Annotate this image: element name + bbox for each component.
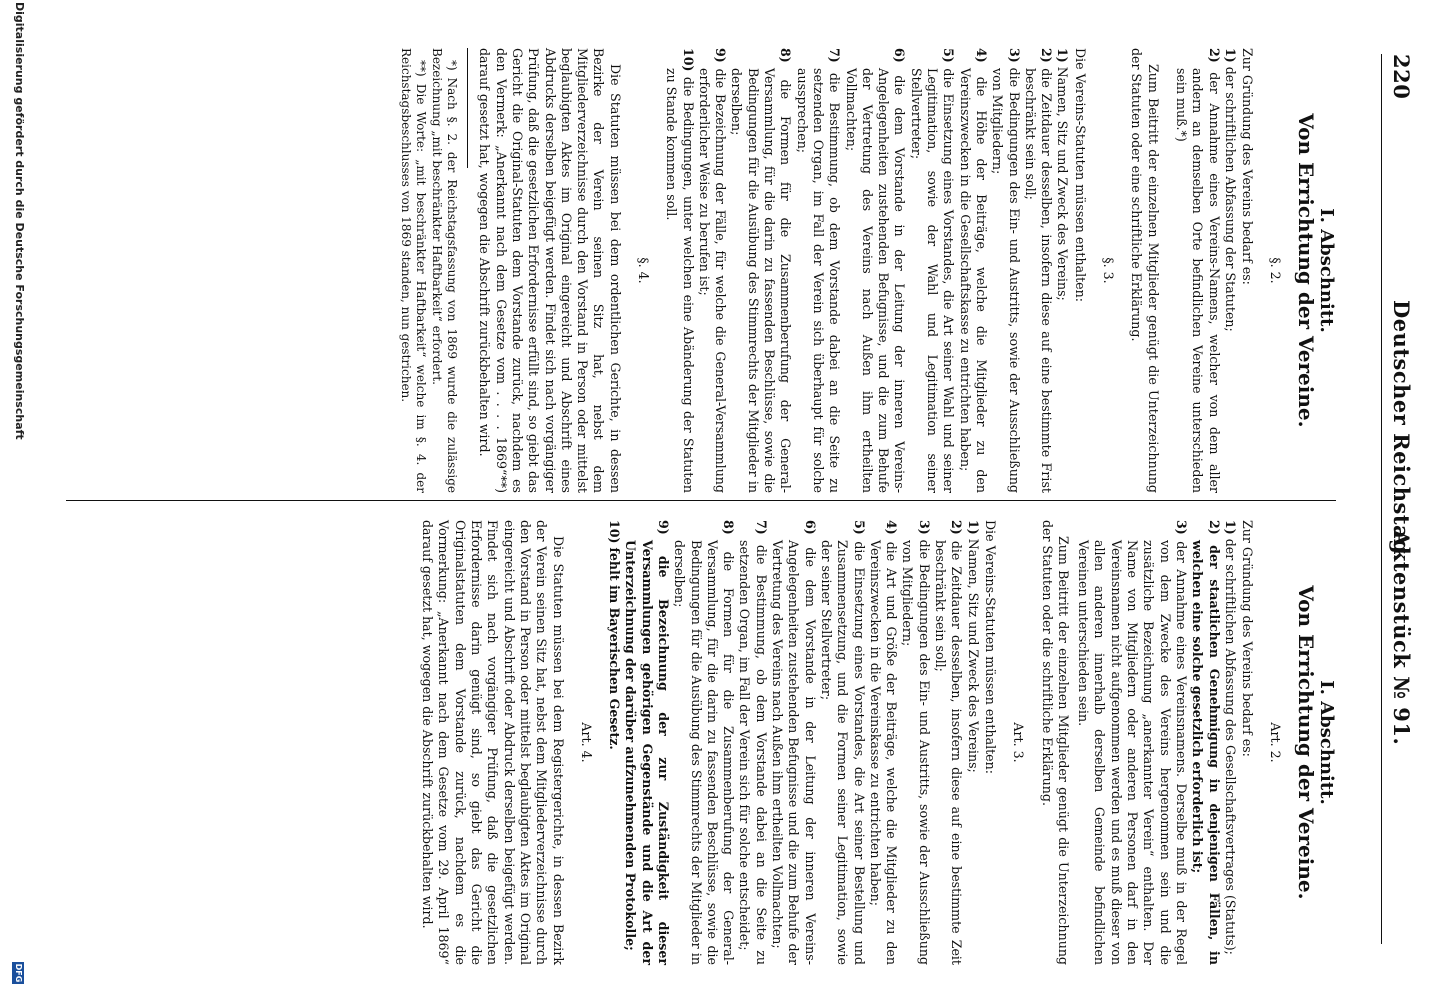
column-divider: [66, 500, 1336, 501]
list-item: 7) die Bestimmung, ob dem Vorstande dabei an die Seite zu setzenden Organ, im Fall der Verein sich überhaupt für solche aussprechen;: [794, 48, 843, 493]
dfg-logo: DFG: [14, 963, 23, 983]
list-item: 3) die Bedingungen des Ein- und Austritts, sowie der Ausschließung von Mitgliedern;: [900, 520, 932, 965]
left-column: [397, 48, 1336, 493]
list-item: 10) fehlt im Bayerischen Gesetz.: [607, 520, 623, 750]
right-article-2-heading: Art. 2.: [1268, 722, 1284, 763]
list-item: 8) die Formen für die Zusammenberufung der General-Versammlung, für die darin zu fassenden Beschlüsse, sowie die Bedingungen für die Ausübung des Stimmrechts der Mitglieder in derselben;: [672, 520, 737, 965]
page-number: 220: [1389, 54, 1414, 100]
header-rule: [1381, 54, 1382, 944]
right-article-2-intro: Zur Gründung des Vereins bedarf es:: [1240, 520, 1256, 757]
left-section-number: I. Abschnitt.: [1316, 208, 1337, 333]
list-item: 1) der schriftlichen Abfassung des Gesellschaftsvertrages (Statuts);: [1222, 520, 1238, 955]
right-section-title: Von Errichtung der Vereine.: [1293, 585, 1318, 900]
list-item: 8) die Formen für die Zusammenberufung der General-Versammlung, für die darin zu fassenden Beschlüsse, sowie die Bedingungen für die Ausübung des Stimmrechts der Mitglieder in derselben;: [729, 48, 794, 493]
list-item: 10) die Bedingungen, unter welchen eine Abänderung der Statuten zu Stande kommen soll.: [664, 48, 696, 493]
list-item: 5) die Einsetzung eines Vorstandes, die Art seiner Wahl und seiner Legitimation, sowie der Wahl und Legitimation seiner Stellvertreter;: [908, 48, 957, 493]
list-item: 3) die Bedingungen des Ein- und Austritts, sowie der Ausschließung von Mitgliedern;: [990, 48, 1022, 493]
list-item: 1) Namen, Sitz und Zweck des Vereins;: [965, 520, 981, 773]
list-item: 3) der Annahme eines Vereinsnamens. Derselbe muß in der Regel von dem Zwecke des Vereins hergenommen sein und die zusätzliche Bezeichnung „anerkannter Verein“ enthalten. Der Name von Mitgliedern oder anderen Personen darf in den Vereinsnamen nicht aufgenommen werden und es muß dieser von allen anderen innerhalb derselben Gemeinde befindlichen Vereinen unterschieden sein.: [1076, 520, 1189, 965]
list-item: 6) die dem Vorstande in der Leitung der inneren Vereins-Angelegenheiten zustehenden Befugnisse und die zum Behufe der Vertretung des Vereins nach Außen ihm ertheilten Vollmachten;: [770, 520, 818, 965]
list-item: 2) die Zeitdauer desselben, insofern diese auf eine bestimmte Frist beschränkt sein soll;: [1022, 48, 1055, 493]
document-reference: Aktenstück № 91.: [1389, 530, 1414, 746]
footnote: **) Die Worte: „mit beschränkter Haftbarkeit“ welche im §. 4. der Reichstagsbeschlusses von 1869 standen, nun gestrichen.: [398, 48, 429, 493]
left-paragraph-3-intro: Die Vereins-Statuten müssen enthalten:: [1072, 48, 1088, 302]
digitization-strip: [0, 0, 26, 1000]
right-article-3-heading: Art. 3.: [1011, 722, 1027, 763]
list-item: 1) Namen, Sitz und Zweck des Vereins;: [1055, 48, 1071, 301]
list-item: 2) der staatlichen Genehmigung in denjenigen Fällen, in welchen eine solche gesetzlich erforderlich ist;: [1190, 520, 1222, 965]
right-article-4-text: Die Statuten müssen bei dem Registergerichte, in dessen Bezirk der Verein seinen Sitz hat, nebst dem Mitgliederverzeichnisse durch den Vorstand in Person oder mittelst beglaubigten Aktes im Original eingereicht und Abschrift oder Abdruck derselben beigefügt werden. Findet sich nach vorgängiger Prüfung, daß die gesetzlichen Erfordernisse darin genügt sind, so giebt das Gericht die Originalstatuten dem Vorstande zurück, nachdem es die Vormerkung: „Anerkannt nach dem Gesetze vom 29. April 1869“ darauf gesetzt hat, wogegen die Abschrift zurückbehalten wird.: [420, 520, 566, 965]
left-paragraph-4-heading: §. 4.: [636, 257, 652, 284]
footnotes: [397, 48, 459, 493]
running-title: Deutscher Reichstag.: [1389, 300, 1414, 563]
list-item: 4) die Höhe der Beiträge, welche die Mitglieder zu den Vereinszwecken in die Gesellschaftskasse zu entrichten haben;: [957, 48, 989, 493]
left-paragraph-2-closing: Zum Beitritt der einzelnen Mitglieder genügt die Unterzeichnung der Statuten oder eine schriftliche Erklärung.: [1129, 48, 1161, 493]
right-article-3-intro: Die Vereins-Statuten müssen enthalten:: [982, 520, 998, 774]
list-item: 4) die Art und Größe der Beiträge, welche die Mitglieder zu den Vereinszwecken in die Vereinskasse zu entrichten haben;: [867, 520, 900, 965]
left-paragraph-3-heading: §. 3.: [1101, 257, 1117, 284]
right-article-4-heading: Art. 4.: [578, 722, 594, 763]
left-paragraph-4-text: Die Statuten müssen bei dem ordentlichen Gerichte, in dessen Bezirke der Verein seinen Sitz hat, nebst dem Mitgliederverzeichnisse durch den Vorstand in Person oder mittelst beglaubigten Aktes im Original eingereicht und Abschrift eines Abdrucks derselben beigefügt werden. Findet sich nach vorgängiger Prüfung, daß die gesetzlichen Erfordernisse erfüllt sind, so giebt das Gericht die Original-Statuten dem Vorstande zurück, nachdem es den Vermerk: „Anerkannt nach dem Gesetze vom . . . . 1869“**) darauf gesetzt hat, wogegen die Abschrift zurückbehalten wird.: [477, 48, 623, 493]
list-item: 9) die Bezeichnung der Fälle, für welche die General-Versammlung erforderlicher Weise zu berufen ist;: [696, 48, 729, 493]
list-item: 9) die Bezeichnung der zur Zuständigkeit dieser Versammlungen gehörigen Gegenstände und die Art der Unterzeichnung der darüber aufzunehmenden Protokolle;: [623, 520, 672, 965]
list-item: 2) die Zeitdauer desselben, insofern diese auf eine bestimmte Zeit beschränkt sein soll;: [933, 520, 965, 965]
digitization-note: Digitalisierung gefördert durch die Deutsche Forschungsgemeinschaft: [13, 2, 26, 440]
right-section-number: I. Abschnitt.: [1316, 680, 1337, 805]
left-paragraph-2-intro: Zur Gründung des Vereins bedarf es:: [1240, 48, 1256, 285]
list-item: 6) die dem Vorstande in der Leitung der inneren Vereins-Angelegenheiten zustehenden Befugnisse, und die zum Behufe der Vertretung des Vereins nach Außen ihm ertheilten Vollmachten;: [843, 48, 908, 493]
footnote: *) Nach §. 2. der Reichstagsfassung von 1869 wurde die zulässige Bezeichnung „mit beschränkter Haftbarkeit“ erfordert.: [429, 48, 460, 493]
left-section-title: Von Errichtung der Vereine.: [1293, 113, 1318, 428]
right-article-2-closing: Zum Beitritt der einzelnen Mitglieder genügt die Unterzeichnung der Statuten oder die schriftliche Erklärung.: [1039, 520, 1071, 965]
list-item: 2) der Annahme eines Vereins-Namens, welcher von dem aller andern an demselben Orte befindlichen Vereine unterschieden sein muß.*): [1173, 48, 1222, 493]
list-item: 1) der schriftlichen Abfassung der Statuten;: [1222, 48, 1238, 332]
footnote-rule: [467, 48, 468, 168]
right-column: [418, 520, 1336, 965]
left-paragraph-2-heading: §. 2.: [1268, 257, 1284, 284]
list-item: 5) die Einsetzung eines Vorstandes, die Art seiner Bestellung und Zusammensetzung, und die Formen seiner Legitimation, sowie der seiner Stellvertreter;: [818, 520, 867, 965]
list-item: 7) die Bestimmung, ob dem Vorstande dabei an die Seite zu setzenden Organ, im Fall der Verein sich für solche entscheidet;: [737, 520, 769, 965]
